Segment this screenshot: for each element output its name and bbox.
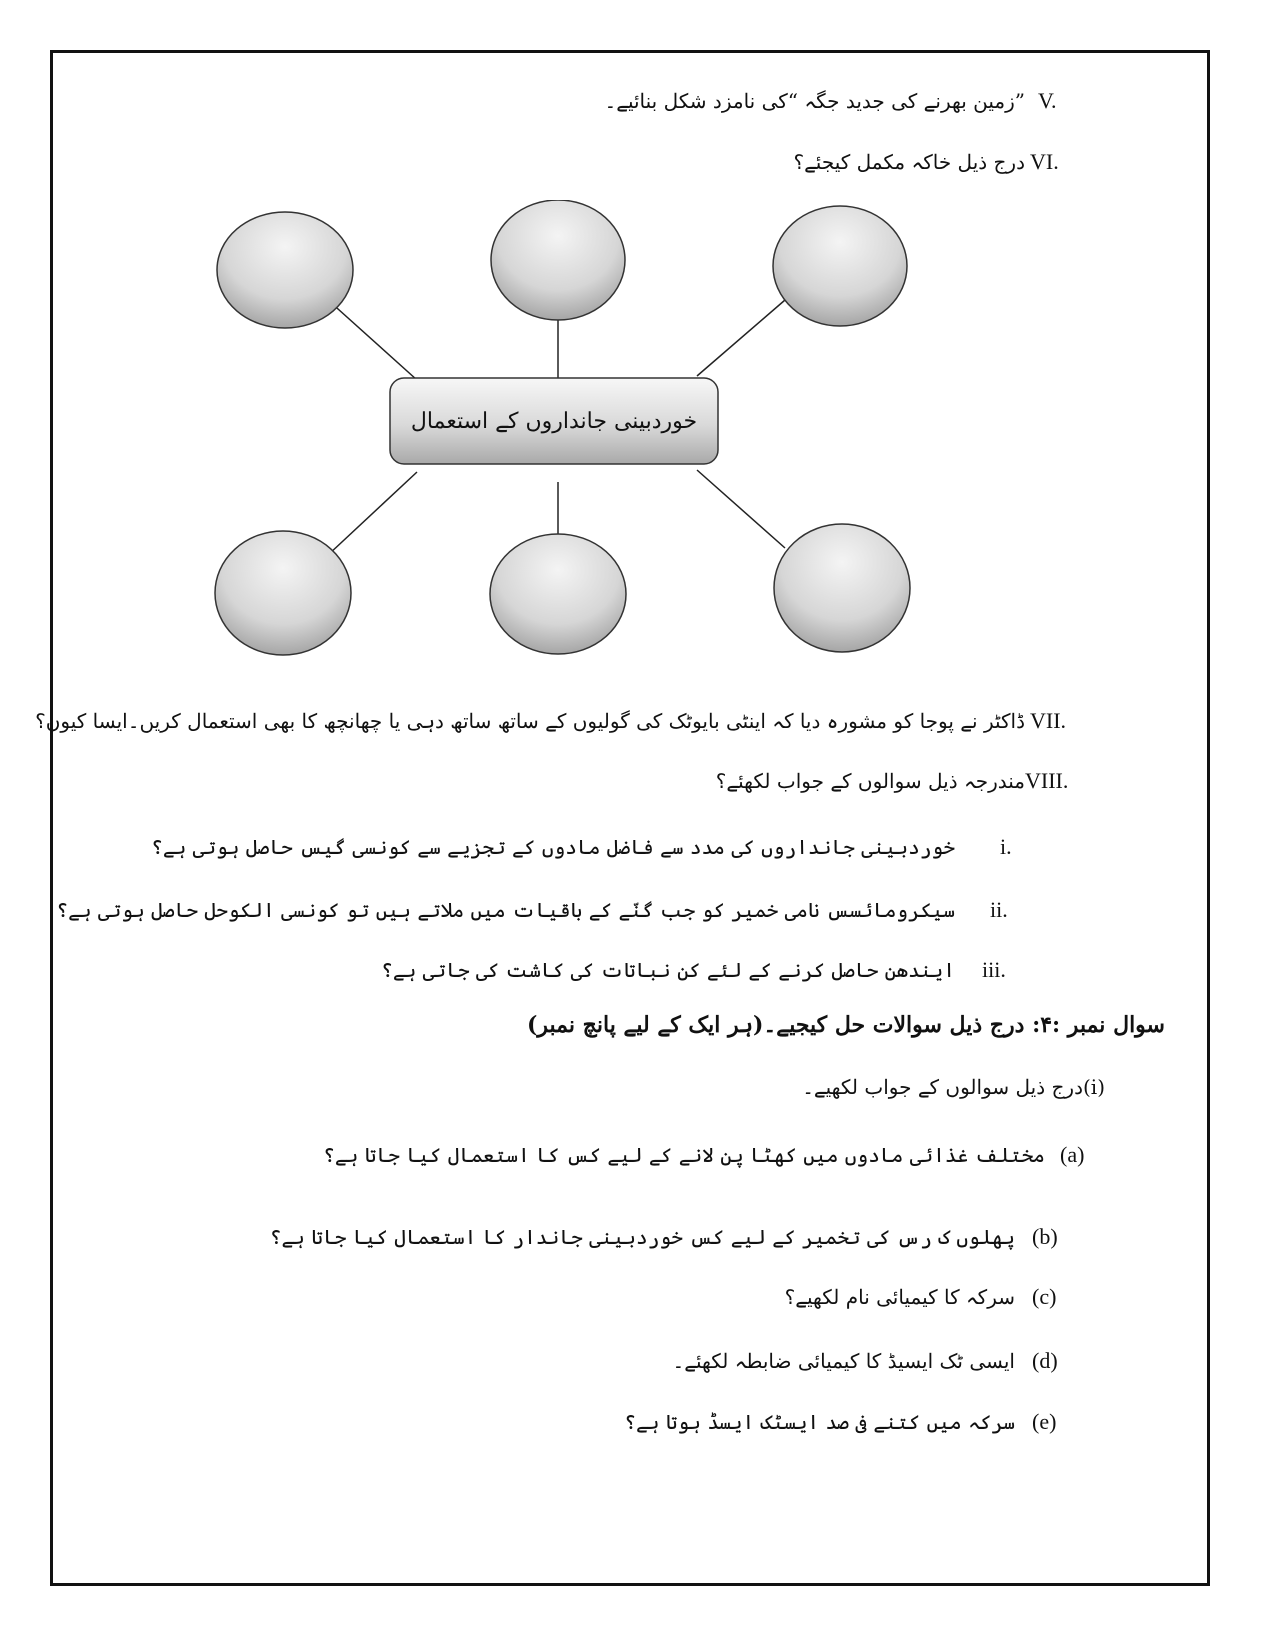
item-b-text: پھلوں ک رس کی تخمیر کے لیے کس خوردبینی جاندار کا استعمال کیا جاتا ہے؟ — [269, 1225, 1015, 1249]
question-v-text: ”زمین بھرنے کی جدید جگہ “کی نامزد شکل بنائیے۔ — [604, 89, 1025, 113]
item-number-c: (c) — [1032, 1284, 1057, 1309]
item-number-d: (d) — [1032, 1348, 1058, 1373]
subquestion-iii-text: ایندھن حاصل کرنے کے لئے کن نباتات کی کاشت کی جاتی ہے؟ — [381, 958, 955, 982]
mind-map-diagram — [210, 200, 960, 680]
subquestion-number-ii: ii. — [990, 897, 1008, 922]
connector-top-left — [328, 300, 417, 380]
connector-top-right — [697, 300, 785, 376]
section-4-heading: سوال نمبر :۴: درج ذیل سوالات حل کیجیے۔(ہر ایک کے لیے پانچ نمبر) — [526, 1012, 1165, 1038]
connector-bottom-right — [697, 470, 785, 548]
empty-bubble-bottom-right — [774, 524, 910, 652]
empty-bubble-top-right — [773, 206, 907, 326]
item-e-text: سرکہ میں کتنے فی صد ایسٹک ایسڈ ہوتا ہے؟ — [624, 1410, 1015, 1434]
question-number-v: V. — [1038, 88, 1057, 113]
item-number-e: (e) — [1032, 1409, 1057, 1434]
subquestion-number-i: i. — [1000, 834, 1012, 859]
center-box-label: خوردبینی جانداروں کے استعمال — [410, 408, 698, 434]
empty-bubble-bottom-left — [215, 531, 351, 655]
question-vii-text: ڈاکٹر نے پوجا کو مشورہ دیا کہ اینٹی بایوٹک کی گولیوں کے ساتھ ساتھ دہی یا چھانچھ کا بھی استعمال کریں۔ایسا کیوں؟ — [35, 709, 1025, 733]
subquestion-number-iii: iii. — [982, 957, 1006, 982]
subquestion-i-text: خوردبینی جانداروں کی مدد سے فاضل مادوں کے تجزیے سے کونسی گیس حاصل ہوتی ہے؟ — [151, 835, 955, 859]
item-a-text: مختلف غذائی مادوں میں کھٹا پن لانے کے لیے کس کا استعمال کیا جاتا ہے؟ — [323, 1143, 1045, 1167]
subquestion-ii-text: سیکرومائسس نامی خمیر کو جب گنّے کے باقیات میں ملاتے ہیں تو کونسی الکوحل حاصل ہوتی ہے؟ — [56, 898, 955, 922]
item-d-text: ایسی ٹک ایسیڈ کا کیمیائی ضابطہ لکھئے۔ — [672, 1349, 1015, 1373]
item-number-a: (a) — [1060, 1142, 1085, 1167]
question-number-vi: VI. — [1030, 149, 1059, 174]
question-number-vii: VII. — [1030, 708, 1067, 733]
empty-bubble-top-middle — [491, 200, 625, 320]
item-c-text: سرکہ کا کیمیائی نام لکھیے؟ — [784, 1285, 1015, 1309]
empty-bubble-top-left — [217, 212, 353, 328]
question-number-viii: VIII. — [1025, 768, 1069, 793]
question-vi-text: درج ذیل خاکہ مکمل کیجئے؟ — [793, 150, 1025, 174]
question-viii-text: مندرجہ ذیل سوالوں کے جواب لکھئے؟ — [715, 769, 1025, 793]
empty-bubble-bottom-middle — [490, 534, 626, 654]
connector-bottom-left — [328, 472, 417, 555]
section-4-subheading: (i)درج ذیل سوالوں کے جواب لکھیے۔ — [802, 1075, 1105, 1099]
item-number-b: (b) — [1032, 1224, 1058, 1249]
